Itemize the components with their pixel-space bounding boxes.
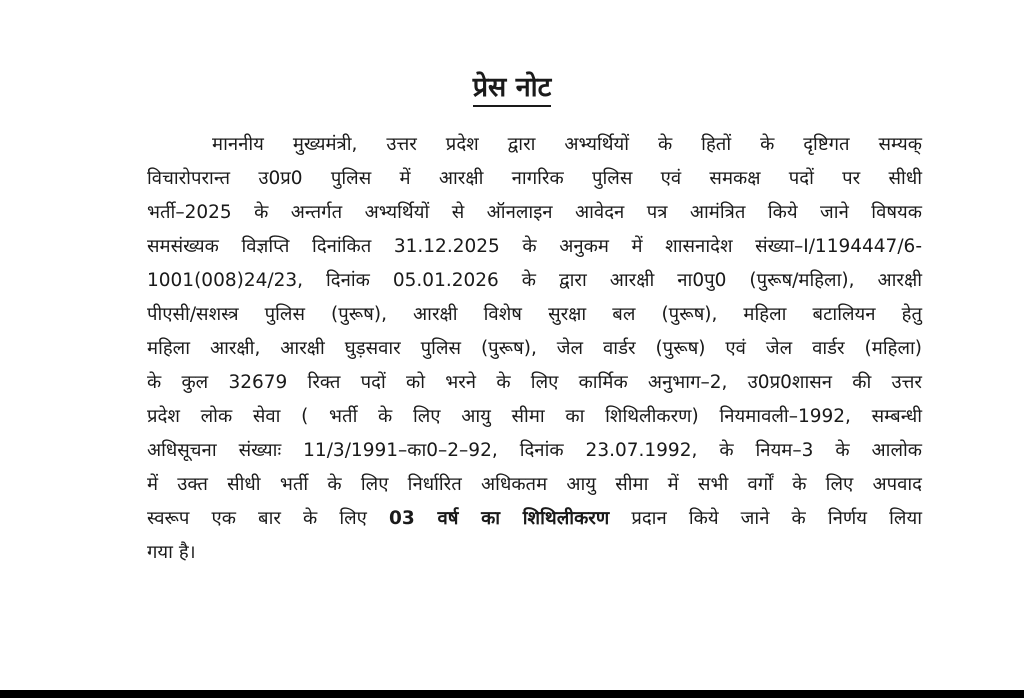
relaxation-highlight: 03 वर्ष का शिथिलीकरण — [389, 508, 610, 529]
title-text: प्रेस नोट — [473, 72, 552, 107]
paragraph-line: प्रदेश लोक सेवा ( भर्ती के लिए आयु सीमा का शिथिलीकरण) नियमावली–1992, सम्बन्धी — [147, 406, 922, 427]
page-title — [0, 68, 1024, 108]
paragraph-line: समसंख्यक विज्ञप्ति दिनांकित 31.12.2025 के अनुकम में शासनादेश संख्या–I/1194447/6- — [147, 236, 922, 257]
paragraph-line: अधिसूचना संख्याः 11/3/1991–का0–2–92, दिनांक 23.07.1992, के नियम–3 के आलोक — [147, 440, 922, 461]
line-text: स्वरूप एक बार के लिए — [147, 508, 390, 529]
paragraph-line: महिला आरक्षी, आरक्षी घुड़सवार पुलिस (पुरूष), जेल वार्डर (पुरूष) एवं जेल वार्डर (महिला) — [147, 338, 922, 359]
line-text: प्रदान किये जाने के निर्णय लिया — [609, 508, 922, 529]
paragraph-line: माननीय मुख्यमंत्री, उत्तर प्रदेश द्वारा अभ्यर्थियों के हितों के दृष्टिगत सम्यक् — [212, 134, 922, 155]
paragraph-line: 1001(008)24/23, दिनांक 05.01.2026 के द्वारा आरक्षी ना0पु0 (पुरूष/महिला), आरक्षी — [147, 270, 922, 291]
paragraph-line: गया है। — [147, 542, 196, 563]
paragraph-line: भर्ती–2025 के अन्तर्गत अभ्यर्थियों से ऑनलाइन आवेदन पत्र आमंत्रित किये जाने विषयक — [147, 202, 922, 223]
paragraph-line — [147, 506, 922, 532]
paragraph-line: में उक्त सीधी भर्ती के लिए निर्धारित अधिकतम आयु सीमा में सभी वर्गों के लिए अपवाद — [147, 474, 922, 495]
paragraph-line: विचारोपरान्त उ0प्र0 पुलिस में आरक्षी नागरिक पुलिस एवं समकक्ष पदों पर सीधी — [147, 168, 922, 189]
paragraph-line: पीएसी/सशस्त्र पुलिस (पुरूष), आरक्षी विशेष सुरक्षा बल (पुरूष), महिला बटालियन हेतु — [147, 304, 922, 325]
paragraph-line: के कुल 32679 रिक्त पदों को भरने के लिए कार्मिक अनुभाग–2, उ0प्र0शासन की उत्तर — [147, 372, 922, 393]
